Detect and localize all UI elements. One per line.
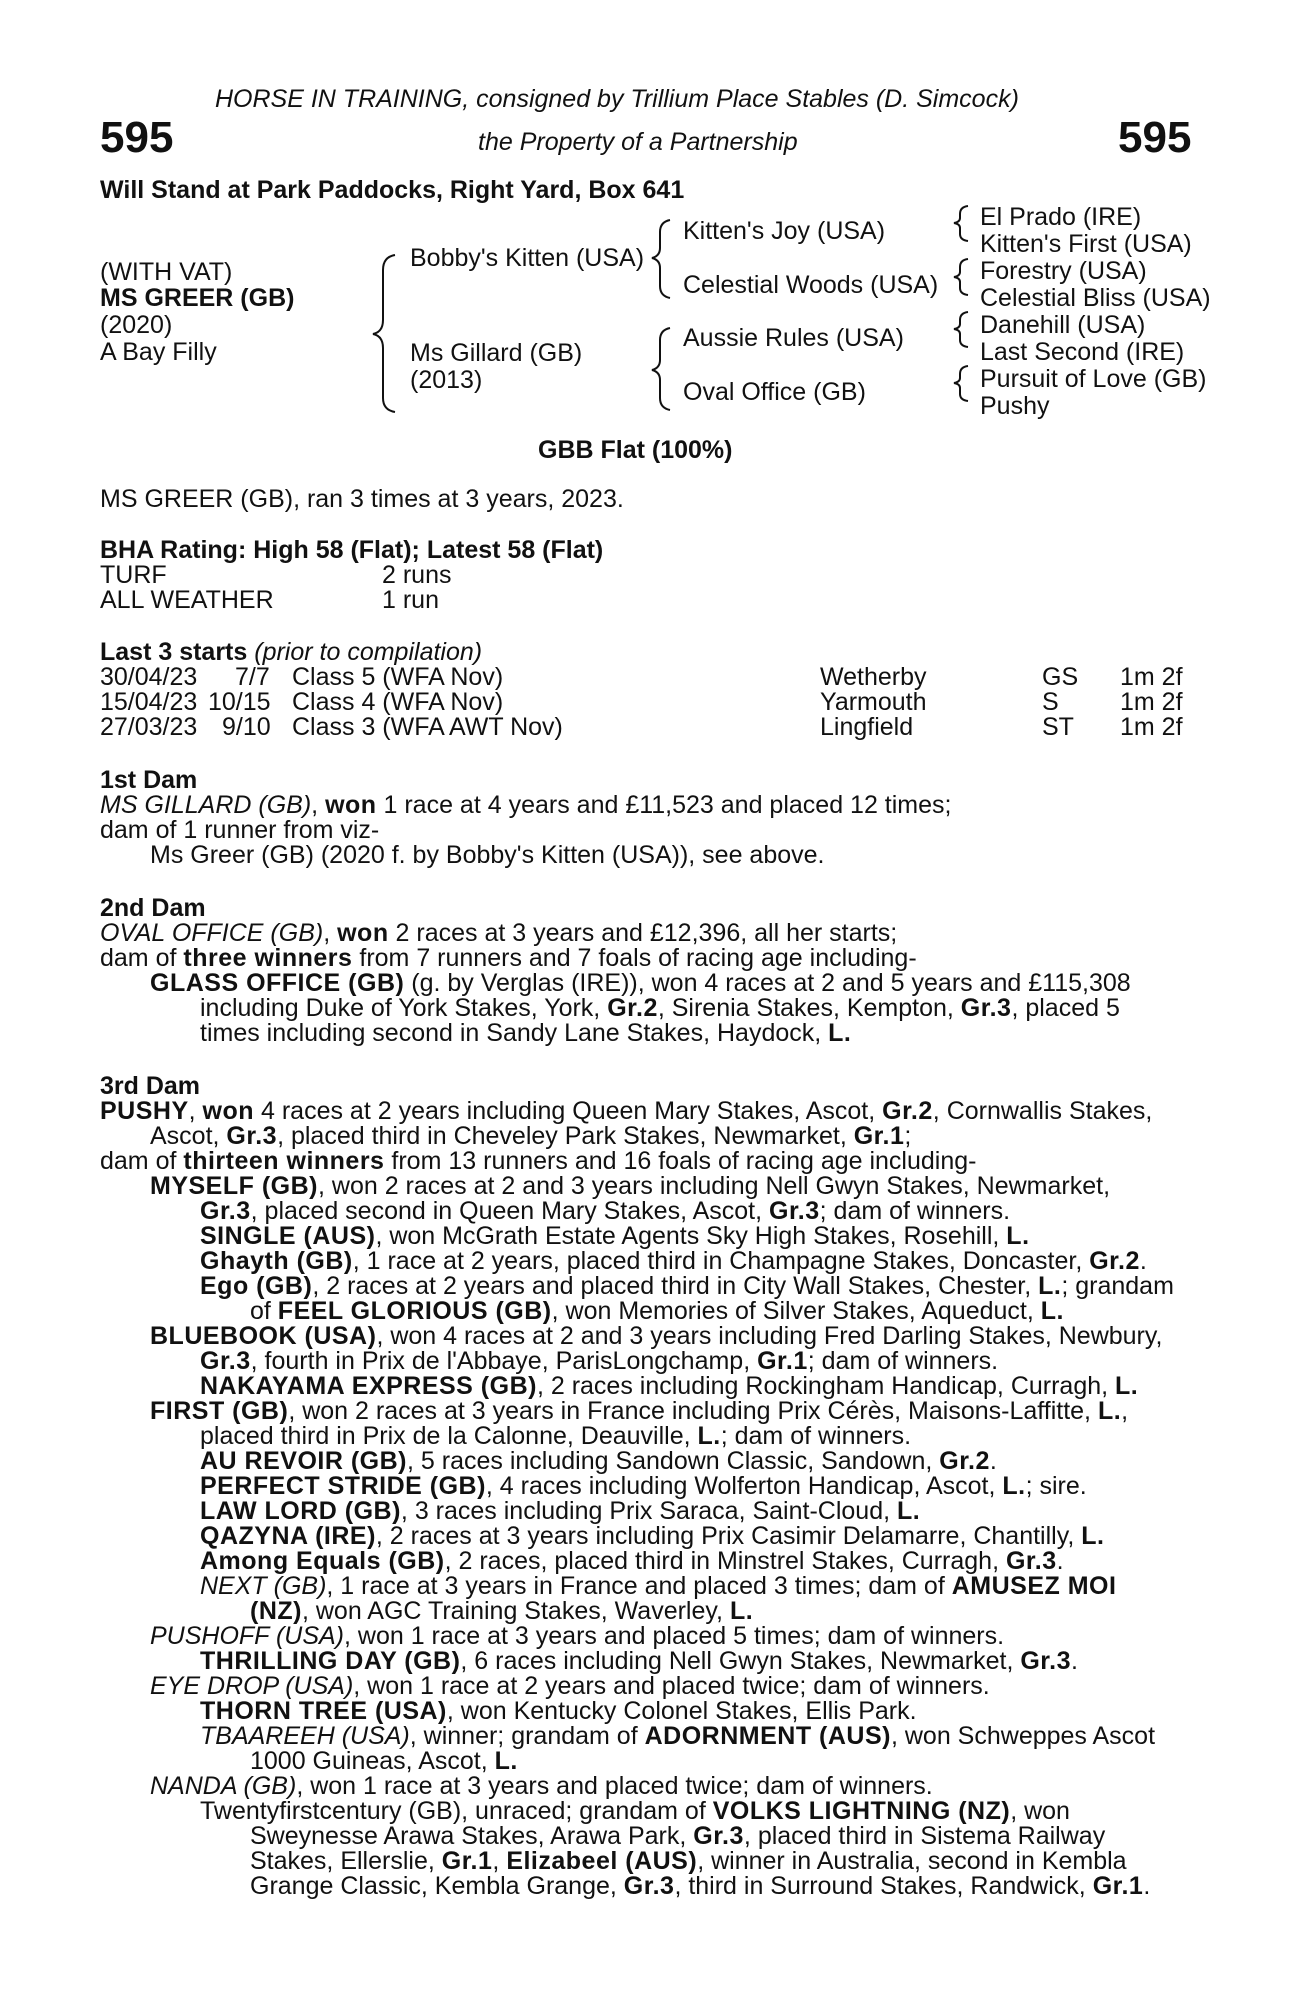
start-position: 10/15 [208,688,271,716]
text: from 13 runners and 16 foals of racing age including- [384,1147,977,1175]
winners-count: thirteen winners [183,1147,385,1175]
lot-number-right: 595 [1118,113,1192,162]
dam2-line [100,921,897,946]
pedigree-g5: Danehill (USA) [980,311,1146,339]
text: 4 races at 2 years including Queen Mary Stakes, Ascot, [254,1097,883,1125]
start-going: GS [1042,663,1079,691]
progeny-name: NAKAYAMA EXPRESS (GB) [200,1372,537,1400]
dam3-line [250,1874,1150,1899]
pedigree-sire-dam: Celestial Woods (USA) [683,271,939,299]
dam3-line [200,1449,997,1474]
text: , 1 race at 2 years, placed third in Champagne Stakes, Doncaster, [352,1247,1090,1275]
dam2-line [100,946,917,971]
dam3-line [150,1624,1004,1649]
text: , placed second in Queen Mary Stakes, Ascot, [250,1197,769,1225]
text: . [1071,1647,1078,1675]
last-starts-note: (prior to compilation) [254,638,483,666]
grade: Gr.1 [1092,1872,1144,1900]
grade: Gr.2 [939,1447,990,1475]
start-going: ST [1042,713,1074,741]
text: from 7 runners and 7 foals of racing age including- [352,944,917,972]
progeny-name: QAZYNA (IRE) [200,1522,376,1550]
text: , 6 races including Nell Gwyn Stakes, Newmarket, [460,1647,1021,1675]
progeny-name: AMUSEZ MOI [951,1572,1117,1600]
grade: Gr.3 [693,1822,744,1850]
text: ; grandam [1061,1272,1174,1300]
grade: L. [897,1497,921,1525]
text: , [323,919,338,947]
pedigree-sire-sire: Kitten's Joy (USA) [683,217,886,245]
progeny-name: Among Equals (GB) [200,1547,445,1575]
dam3-line [250,1599,753,1624]
dam3-line [200,1499,920,1524]
grade: Gr.1 [853,1122,905,1150]
dam2-line [200,996,1120,1021]
text: , winner; grandam of [409,1722,645,1750]
winners-count: three winners [183,944,353,972]
grade: L. [494,1747,518,1775]
dam3-line [200,1349,998,1374]
dam2-line [200,1021,851,1046]
horse-description: A Bay Filly [100,338,217,366]
text: , [188,1097,203,1125]
progeny-name: SINGLE (AUS) [200,1222,376,1250]
pedigree-g6: Last Second (IRE) [980,338,1185,366]
text: , 2 races at 3 years including Prix Casimir Delamarre, Chantilly, [375,1522,1082,1550]
grade: Gr.2 [607,994,658,1022]
progeny-name: VOLKS LIGHTNING (NZ) [712,1797,1011,1825]
text: , winner in Australia, second in Kembla [697,1847,1127,1875]
dam3-line [200,1649,1078,1674]
text: ; [904,1122,912,1150]
pedigree-g7: Pursuit of Love (GB) [980,365,1207,393]
text: , 5 races including Sandown Classic, Sandown, [407,1447,940,1475]
start-class: Class 5 (WFA Nov) [292,663,504,691]
text: Sweynesse Arawa Stakes, Arawa Park, [250,1822,694,1850]
text: , [492,1847,507,1875]
grade: L. [828,1019,852,1047]
grade: L. [1081,1522,1105,1550]
dam3-line [200,1199,1010,1224]
text: Grange Classic, Kembla Grange, [250,1872,624,1900]
dam1-line: Ms Greer (GB) (2020 f. by Bobby's Kitten (USA)), see above. [150,841,825,869]
text: , 4 races including Wolferton Handicap, Ascot, [485,1472,1003,1500]
progeny-name: THORN TREE (USA) [200,1697,447,1725]
dam2-name: OVAL OFFICE (GB) [100,919,324,947]
start-distance: 1m 2f [1120,713,1183,741]
text: , won 2 races at 3 years in France including Prix Cérès, Maisons-Laffitte, [288,1397,1098,1425]
progeny-name: LAW LORD (GB) [200,1497,401,1525]
grade: L. [1115,1372,1139,1400]
text: , [1121,1397,1129,1425]
text: , placed third in Cheveley Park Stakes, Newmarket, [277,1122,854,1150]
text: , 3 races including Prix Saraca, Saint-Cloud, [400,1497,897,1525]
pedigree-g8: Pushy [980,392,1050,420]
progeny-name: AU REVOIR (GB) [200,1447,407,1475]
text: , won McGrath Estate Agents Sky High Stakes, Rosehill, [375,1222,1007,1250]
grade: Gr.3 [769,1197,820,1225]
text: , won 1 race at 2 years and placed twice; dam of winners. [353,1672,990,1700]
grade: L. [697,1422,721,1450]
pedigree-g3: Forestry (USA) [980,257,1147,285]
pedigree-g1: El Prado (IRE) [980,203,1142,231]
won: won [337,919,389,947]
grade: Gr.3 [1005,1547,1057,1575]
text: , third in Surround Stakes, Randwick, [674,1872,1093,1900]
dam3-line [150,1324,1162,1349]
text: . [1139,1247,1147,1275]
rating-surface-aw: ALL WEATHER [100,586,274,614]
progeny-name: BLUEBOOK (USA) [150,1322,377,1350]
start-position: 9/10 [222,713,271,741]
progeny-name: Elizabeel (AUS) [506,1847,698,1875]
dam3-line [150,1674,990,1699]
text: ; dam of winners. [807,1347,999,1375]
dam3-line [200,1574,1116,1599]
start-course: Yarmouth [820,688,927,716]
consignment-line: HORSE IN TRAINING, consigned by Trillium Place Stables (D. Simcock) [215,85,1019,113]
dam1-line: dam of 1 runner from viz- [100,816,380,844]
start-class: Class 3 (WFA AWT Nov) [292,713,563,741]
text: , won AGC Training Stakes, Waverley, [301,1597,730,1625]
text: , won 1 race at 3 years and placed twice; dam of winners. [296,1772,933,1800]
grade: Gr.3 [1020,1647,1071,1675]
grade: Gr.1 [757,1347,808,1375]
text: 1 race at 4 years and £11,523 and placed 12 times; [376,791,952,819]
pedigree-dam: Ms Gillard (GB) [410,339,583,367]
text: of [250,1297,278,1325]
progeny-name: GLASS OFFICE (GB) [150,969,405,997]
dam2-heading: 2nd Dam [100,894,206,922]
dam3-line [200,1249,1147,1274]
vat-note: (WITH VAT) [100,258,233,286]
text: , [311,791,326,819]
text: , won Schweppes Ascot [890,1722,1156,1750]
summary-line: MS GREER (GB), ran 3 times at 3 years, 2023. [100,485,624,513]
horse-year: (2020) [100,311,173,339]
pedigree-g2: Kitten's First (USA) [980,230,1192,258]
text: , won 1 race at 3 years and placed 5 times; dam of winners. [344,1622,1005,1650]
text: dam of [100,1147,184,1175]
grade: L. [1038,1272,1062,1300]
text: (g. by Verglas (IRE)), won 4 races at 2 and 5 years and £115,308 [404,969,1131,997]
won: won [202,1097,255,1125]
start-date: 30/04/23 [100,663,198,691]
bha-rating: BHA Rating: High 58 (Flat); Latest 58 (Flat) [100,536,604,564]
dam3-line [200,1474,1087,1499]
text: 1000 Guineas, Ascot, [250,1747,495,1775]
progeny-name: PUSHOFF (USA) [150,1622,344,1650]
grade: Gr.3 [623,1872,675,1900]
dam3-line [100,1149,977,1174]
progeny-name: THRILLING DAY (GB) [200,1647,461,1675]
text: , placed third in Sistema Railway [743,1822,1106,1850]
dam3-line [200,1799,1070,1824]
dam3-line [200,1224,1030,1249]
dam3-line [150,1124,911,1149]
progeny-name: ADORNMENT (AUS) [644,1722,891,1750]
dam3-line [200,1274,1174,1299]
pedigree-sire: Bobby's Kitten (USA) [410,244,645,272]
text: , 2 races at 2 years and placed third in City Wall Stakes, Chester, [312,1272,1039,1300]
rating-runs-turf: 2 runs [382,561,452,589]
progeny-name: PERFECT STRIDE (GB) [200,1472,486,1500]
dam1-name: MS GILLARD (GB) [100,791,312,819]
dam3-line [150,1399,1128,1424]
text: , won 4 races at 2 and 3 years including Fred Darling Stakes, Newbury, [376,1322,1163,1350]
progeny-name: Ghayth (GB) [200,1247,353,1275]
start-date: 15/04/23 [100,688,198,716]
start-going: S [1042,688,1059,716]
last-starts-title: Last 3 starts [100,638,248,666]
text: , won Kentucky Colonel Stakes, Ellis Park. [446,1697,917,1725]
dam3-line [200,1524,1104,1549]
grade: Gr.3 [200,1197,251,1225]
start-position: 7/7 [235,663,270,691]
text: Stakes, Ellerslie, [250,1847,442,1875]
start-distance: 1m 2f [1120,688,1183,716]
horse-name: MS GREER (GB) [100,284,295,312]
last-starts-heading [100,640,482,665]
dam3-line [250,1299,1064,1324]
progeny-name: FIRST (GB) [150,1397,289,1425]
progeny-name: Ego (GB) [200,1272,313,1300]
dam3-heading: 3rd Dam [100,1072,201,1100]
text: times including second in Sandy Lane Stakes, Haydock, [200,1019,829,1047]
start-class: Class 4 (WFA Nov) [292,688,504,716]
pedigree-dam-year: (2013) [410,366,483,394]
dam3-line [200,1724,1155,1749]
stand-location: Will Stand at Park Paddocks, Right Yard, Box 641 [100,176,685,204]
lot-number-left: 595 [100,113,174,162]
text: including Duke of York Stakes, York, [200,994,608,1022]
progeny-name: FEEL GLORIOUS (GB) [277,1297,552,1325]
text: . [1056,1547,1064,1575]
text: , won 2 races at 2 and 3 years including Nell Gwyn Stakes, Newmarket, [318,1172,1111,1200]
text: . [989,1447,997,1475]
grade: L. [1097,1397,1122,1425]
grade: L. [729,1597,754,1625]
grade: Gr.3 [200,1347,251,1375]
text: ; dam of winners. [720,1422,912,1450]
dam3-line [200,1699,917,1724]
text: , 2 races, placed third in Minstrel Stakes, Curragh, [444,1547,1006,1575]
pedigree-g4: Celestial Bliss (USA) [980,284,1211,312]
start-course: Wetherby [820,663,927,691]
text: , 1 race at 3 years in France and placed 3 times; dam of [326,1572,952,1600]
dam1-heading: 1st Dam [100,766,198,794]
grade: L. [1006,1222,1030,1250]
dam3-line [150,1174,1110,1199]
text: ; sire. [1025,1472,1087,1500]
text: dam of [100,944,184,972]
property-line: the Property of a Partnership [478,128,798,156]
text: , won Memories of Silver Stakes, Aqueduct, [551,1297,1041,1325]
text: , fourth in Prix de l'Abbaye, ParisLongchamp, [250,1347,758,1375]
progeny-name: (NZ) [250,1597,302,1625]
pedigree-dam-dam: Oval Office (GB) [683,378,866,406]
pedigree-dam-sire: Aussie Rules (USA) [683,324,904,352]
text: ; dam of winners. [819,1197,1011,1225]
dam3-line [200,1374,1138,1399]
dam3-line [200,1549,1064,1574]
won: won [325,791,377,819]
dam3-line [250,1749,518,1774]
text: , 2 races including Rockingham Handicap, Curragh, [536,1372,1116,1400]
text: Ascot, [150,1122,227,1150]
progeny-name: NANDA (GB) [150,1772,297,1800]
grade: Gr.3 [960,994,1012,1022]
dam2-line [150,971,1131,996]
dam3-line [150,1774,933,1799]
text: . [1143,1872,1151,1900]
dam3-line [250,1824,1105,1849]
grade: L. [1040,1297,1064,1325]
rating-surface-turf: TURF [100,561,167,589]
rating-runs-aw: 1 run [382,586,439,614]
text: 2 races at 3 years and £12,396, all her starts; [388,919,898,947]
dam3-name: PUSHY [100,1097,189,1125]
grade: Gr.1 [441,1847,493,1875]
dam1-line [100,793,951,818]
text: , placed 5 [1011,994,1120,1022]
progeny-name: TBAAREEH (USA) [200,1722,410,1750]
progeny-name: EYE DROP (USA) [150,1672,354,1700]
start-date: 27/03/23 [100,713,198,741]
progeny-name: MYSELF (GB) [150,1172,318,1200]
text: , Sirenia Stakes, Kempton, [657,994,961,1022]
grade: Gr.2 [882,1097,933,1125]
grade: Gr.2 [1089,1247,1140,1275]
grade: Gr.3 [226,1122,278,1150]
dam3-line [200,1424,911,1449]
dam3-line [250,1849,1127,1874]
progeny-name: NEXT (GB) [200,1572,327,1600]
gbb-flat: GBB Flat (100%) [538,436,733,464]
text: , Cornwallis Stakes, [932,1097,1153,1125]
text: , won [1010,1797,1070,1825]
grade: L. [1002,1472,1026,1500]
start-distance: 1m 2f [1120,663,1183,691]
start-course: Lingfield [820,713,914,741]
text: placed third in Prix de la Calonne, Deauville, [200,1422,698,1450]
dam3-line [100,1099,1152,1124]
text: Twentyfirstcentury (GB), unraced; grandam of [200,1797,713,1825]
